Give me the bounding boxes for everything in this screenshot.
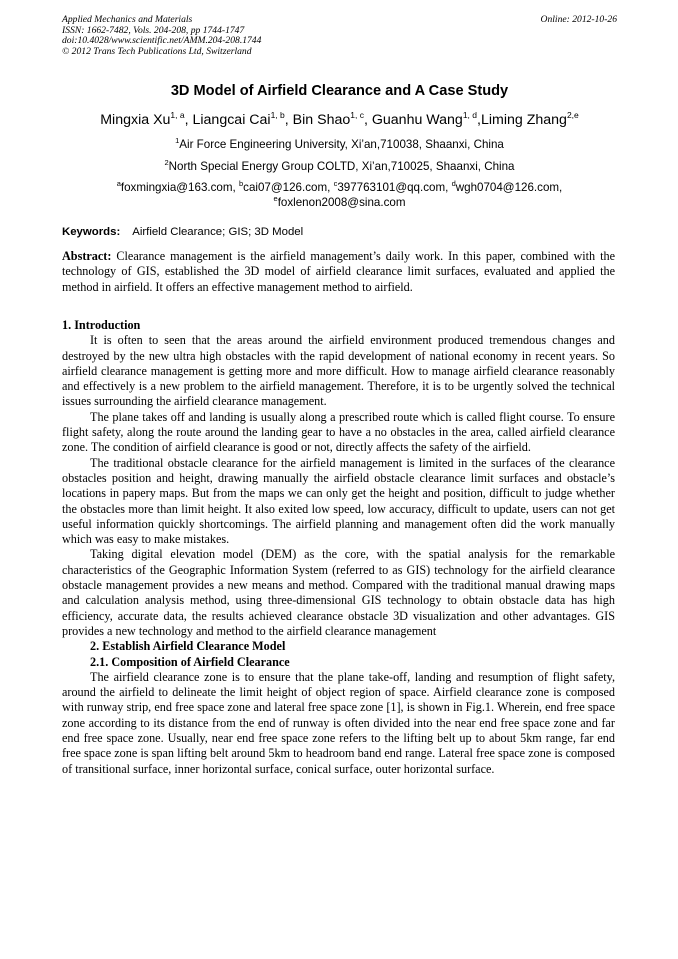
author-list (62, 112, 617, 128)
doi-link[interactable]: doi:10.4028/www.scientific.net/AMM.204-208.1744 (62, 35, 262, 47)
journal-name: Applied Mechanics and Materials (62, 14, 193, 25)
abstract (62, 249, 615, 295)
abstract-label: Abstract: (62, 249, 112, 263)
author-name: Guanhu Wang (371, 112, 463, 128)
journal-header (62, 15, 617, 57)
author-name: Liming Zhang (480, 112, 567, 128)
author-separator: , (184, 112, 193, 128)
author-name: Liangcai Cai (192, 112, 271, 128)
paragraph: The traditional obstacle clearance for the airfield management is limited in the surfaces of the clearance obstacles position and height, drawing manually the airfield obstacle clearance limit surfaces and obstacle’s locations in papery maps. But from the maps we can only get the height and position, difficult to judge whether the obstacles more than limit height. It also exited low speed, low accuracy, difficult to update, users can not get useful information quickly shortcomings. The airfield planning and management often did the work manually which was easy to make mistakes. (62, 455, 615, 547)
author-name: Bin Shao (292, 112, 351, 128)
issn-line: ISSN: 1662-7482, Vols. 204-208, pp 1744-1747 (62, 24, 245, 36)
copyright-line: © 2012 Trans Tech Publications Ltd, Switzerland (62, 45, 252, 57)
email-line-2: $^e$foxlenon2008@sina.com (273, 194, 406, 209)
author-superscript: 1, b (270, 110, 285, 120)
author-superscript: 2,e (566, 110, 579, 120)
email-c[interactable]: 397763101@qq.com, (337, 181, 452, 194)
keywords (62, 226, 617, 238)
section-heading: 1. Introduction (62, 318, 141, 332)
keywords-text: Airfield Clearance; GIS; 3D Model (132, 226, 304, 238)
section-heading: 2. Establish Airfield Clearance Model (90, 639, 286, 654)
online-date: Online: 2012-10-26 (540, 14, 617, 25)
paragraph: The plane takes off and landing is usually along a prescribed route which is called flight course. To ensure flight safety, along the route around the landing gear to have a no obstacles in the area, called airfield clearance zone. The condition of airfield clearance is good or not, directly affects the safety of the airfield. (62, 409, 615, 455)
author-superscript: 1, d (462, 110, 478, 120)
author-separator: , (363, 112, 372, 128)
affiliation-superscript: 1 (175, 136, 180, 145)
author-separator: , (284, 112, 293, 128)
email-e[interactable]: foxlenon2008@sina.com (277, 196, 406, 209)
affiliation-text: North Special Energy Group COLTD, Xi’an,710025, Shaanxi, China (168, 160, 515, 173)
affiliation-text: Air Force Engineering University, Xi’an,710038, Shaanxi, China (179, 138, 504, 151)
paragraph: Taking digital elevation model (DEM) as the core, with the spatial analysis for the remarkable characteristics of the Geographic Information System (referred to as GIS) technology for the airfield clearance obstacle management provides a new means and method. Compared with the traditional manual drawing maps and calculation analysis method, using three-dimensional GIS technology to obtain obstacle data has high efficiency, accurate data, the results achieved clearance obstacle 3D visualization and other advantages. GIS provides a new technology and method to the airfield clearance management (62, 547, 615, 638)
paragraph: The airfield clearance zone is to ensure that the plane take-off, landing and resumption of flight safety, around the airfield to delineate the limit height of object region of space. Airfield clearance zone is composed with runway strip, end free space zone and lateral free space zone [1], is shown in Fig.1. Wherein, end free space zone according to its distance from the end of runway is often divided into the near end free space zone and far end free space zone. Usually, near end free space zone refers to the lifting belt up to about 5km range, far end free space zone is span lifting belt around 5km to headroom band end range. Lateral free space zone is composed of transitional surface, inner horizontal surface, conical surface, outer horizontal surface. (62, 669, 615, 776)
abstract-text: Clearance management is the airfield management’s daily work. In this paper, combined with the technology of GIS, established the 3D model of airfield clearance limit surfaces, evaluated and applied the method in airfield. It offers an effective management method to airfield. (62, 249, 615, 294)
keywords-label: Keywords: (62, 226, 121, 238)
paragraph: It is often to seen that the areas around the airfield environment produced tremendous changes and destroyed by the new ultra high obstacles with the rapid development of national economy in recent years. So airfield clearance management is getting more and more difficult. How to manage airfield clearance reasonably and effectively is a new problem to the airfield management. Therefore, it is to be urgently solved the technical issues surrounding the airfield clearance management. (62, 333, 615, 409)
paper-title: 3D Model of Airfield Clearance and A Case Study (170, 83, 509, 99)
email-b[interactable]: cai07@126.com, (243, 181, 334, 194)
email-line-1: $^a$foxmingxia@163.com, $^b$cai07@126.com, $^c$397763101@qq.com, $^d$wgh0704@126.com, (116, 179, 563, 194)
author-superscript: 1, a (170, 110, 185, 120)
author-name: Mingxia Xu (100, 112, 171, 128)
author-superscript: 1, c (350, 110, 364, 120)
section-introduction (62, 318, 615, 777)
email-a[interactable]: foxmingxia@163.com, (120, 181, 239, 194)
email-d[interactable]: wgh0704@126.com, (455, 181, 563, 194)
affiliation-1 (62, 138, 617, 151)
author-separator: , (477, 112, 481, 128)
affiliation-2 (62, 160, 617, 173)
subsection-heading: 2.1. Composition of Airfield Clearance (90, 654, 290, 669)
affiliation-superscript: 2 (164, 158, 169, 167)
